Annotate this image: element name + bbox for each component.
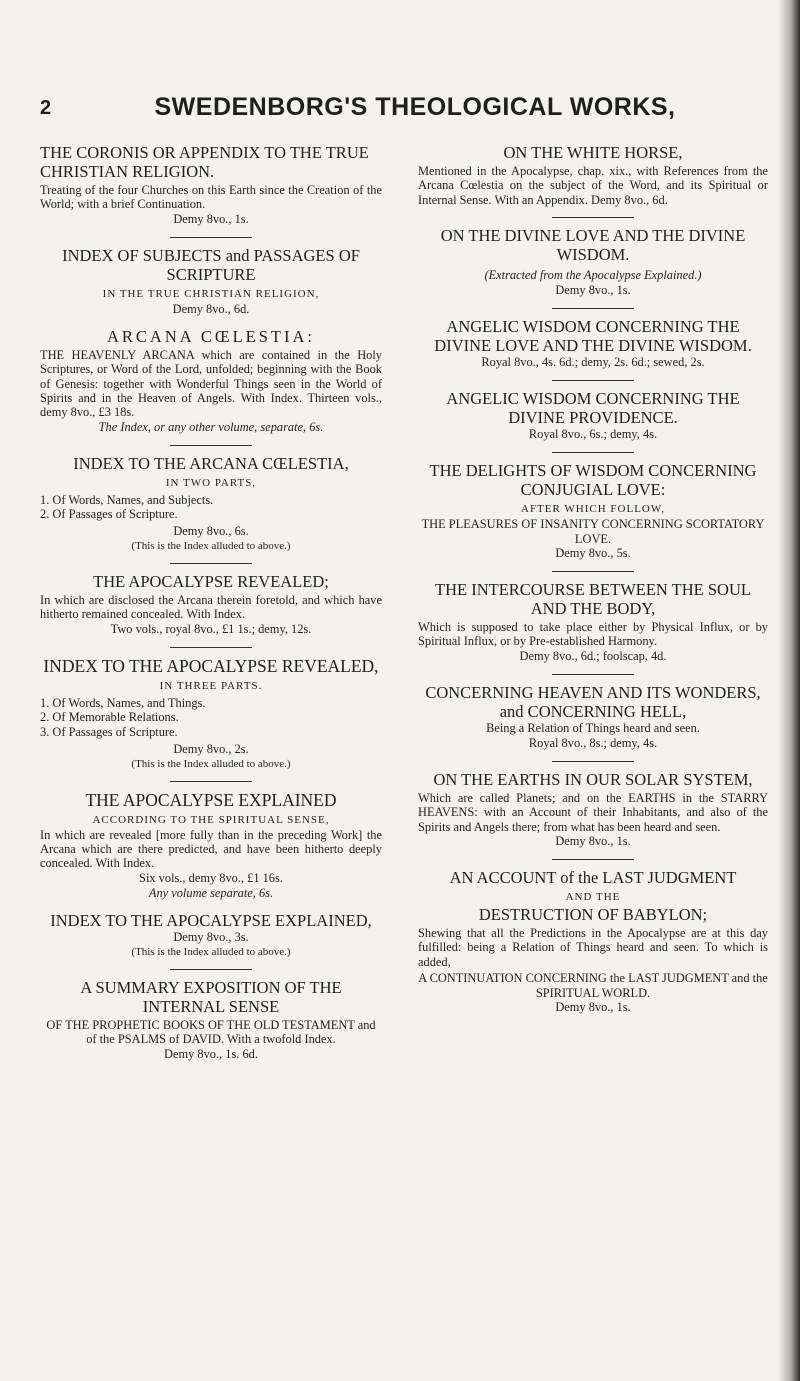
book-entry	[418, 868, 768, 1015]
book-extra: The Index, or any other volume, separate, 6s.	[98, 419, 324, 434]
book-price: Demy 8vo., 3s.	[173, 929, 249, 944]
book-description: In which are disclosed the Arcana therein foretold, and which have hitherto remained concealed. With Index.	[40, 593, 382, 622]
book-price: Demy 8vo., 1s.	[555, 834, 631, 849]
book-extra: Any volume separate, 6s.	[148, 885, 274, 900]
book-entry	[40, 572, 382, 637]
divider	[552, 674, 634, 675]
book-description: Which are called Planets; and on the EARTHS in the STARRY HEAVENS: with an Account of their Inhabitants, and also of the Spirits and Angels there; from what has been heard and seen.	[418, 790, 768, 834]
book-price: Demy 8vo., 6s.	[173, 524, 249, 539]
book-price: Royal 8vo., 6s.; demy, 4s.	[528, 427, 658, 442]
book-entry	[418, 461, 768, 561]
list-item: 1. Of Words, Names, and Subjects.	[40, 492, 214, 507]
book-description: OF THE PROPHETIC BOOKS OF THE OLD TESTAMENT and of the PSALMS of DAVID. With a twofold Index.	[46, 1017, 376, 1047]
divider	[552, 859, 634, 860]
book-title: ON THE WHITE HORSE,	[503, 143, 683, 162]
divider	[170, 647, 252, 648]
book-price: Demy 8vo., 1s. 6d.	[164, 1046, 258, 1061]
book-description-continued: A CONTINUATION CONCERNING the LAST JUDGMENT and the SPIRITUAL WORLD.	[418, 971, 768, 1000]
book-entry	[40, 246, 382, 317]
book-price: Royal 8vo., 8s.; demy, 4s.	[528, 735, 658, 750]
book-title: INDEX TO THE APOCALYPSE REVEALED,	[43, 655, 379, 676]
book-entry	[418, 226, 768, 298]
book-title: ANGELIC WISDOM CONCERNING THE DIVINE LOVE AND THE DIVINE WISDOM.	[434, 317, 752, 356]
book-title: ON THE EARTHS IN OUR SOLAR SYSTEM,	[433, 769, 753, 789]
book-description: Mentioned in the Apocalypse, chap. xix., with References from the Arcana Cœlestia on the subject of the Word, and its Spiritual or Internal Sense. With an Appendix. Demy 8vo., 6d.	[418, 164, 768, 207]
book-price: Demy 8vo., 2s.	[173, 741, 249, 756]
left-column	[40, 143, 382, 1072]
book-description: Which is supposed to take place either by Physical Influx, or by Spiritual Influx, or by Pre-established Harmony.	[418, 620, 768, 649]
book-title: ARCANA CŒLESTIA:	[107, 326, 315, 346]
book-entry	[40, 327, 382, 435]
book-note: (This is the Index alluded to above.)	[131, 945, 291, 958]
book-entry	[40, 656, 382, 771]
book-entry	[418, 580, 768, 664]
book-title: CONCERNING HEAVEN AND ITS WONDERS, and CONCERNING HELL,	[425, 682, 761, 721]
book-subtitle: IN TWO PARTS,	[165, 476, 257, 489]
list-item: 1. Of Words, Names, and Things.	[40, 695, 206, 710]
book-title: INDEX TO THE APOCALYPSE EXPLAINED,	[50, 910, 372, 930]
contents-list	[40, 696, 382, 740]
book-price: Demy 8vo., 6d.; foolscap, 4d.	[519, 648, 667, 663]
book-description: Being a Relation of Things heard and seen.	[486, 720, 700, 735]
divider	[552, 308, 634, 309]
divider	[170, 781, 252, 782]
right-column	[418, 143, 768, 1025]
book-title: THE APOCALYPSE EXPLAINED	[85, 789, 337, 810]
book-subtitle: AFTER WHICH FOLLOW,	[521, 503, 665, 516]
book-price: Demy 8vo., 1s.	[555, 283, 631, 298]
book-title: AN ACCOUNT of the LAST JUDGMENT	[449, 868, 737, 888]
book-price: Royal 8vo., 4s. 6d.; demy, 2s. 6d.; sewed, 2s.	[481, 355, 705, 370]
divider	[170, 445, 252, 446]
list-item: 3. Of Passages of Scripture.	[40, 725, 178, 740]
book-price: Two vols., royal 8vo., £1 1s.; demy, 12s.	[110, 621, 312, 636]
book-entry	[418, 143, 768, 207]
book-title: ANGELIC WISDOM CONCERNING THE DIVINE PROVIDENCE.	[446, 389, 740, 428]
book-price: Six vols., demy 8vo., £1 16s.	[139, 870, 283, 885]
book-entry	[40, 454, 382, 553]
book-title: THE DELIGHTS OF WISDOM CONCERNING CONJUGIAL LOVE:	[429, 461, 757, 500]
book-extra: (Extracted from the Apocalypse Explained.)	[484, 268, 702, 283]
contents-list	[40, 493, 382, 522]
book-description: Treating of the four Churches on this Earth since the Creation of the World; with a brief Continuation.	[40, 183, 382, 212]
running-title: SWEDENBORG'S THEOLOGICAL WORKS,	[154, 93, 676, 121]
divider	[552, 571, 634, 572]
book-entry	[40, 790, 382, 901]
book-description: THE PLEASURES OF INSANITY CONCERNING SCORTATORY LOVE.	[421, 517, 765, 546]
book-title: ON THE DIVINE LOVE AND THE DIVINE WISDOM.	[440, 226, 746, 265]
page-header	[40, 93, 760, 137]
book-entry	[418, 389, 768, 442]
book-price: Demy 8vo., 1s.	[173, 211, 249, 226]
page-number: 2	[40, 97, 52, 119]
book-subtitle: ACCORDING TO THE SPIRITUAL SENSE,	[92, 813, 330, 826]
divider	[552, 761, 634, 762]
book-subtitle: IN THE TRUE CHRISTIAN RELIGION,	[102, 287, 320, 300]
book-description: In which are revealed [more fully than in the preceding Work] the Arcana which are there predicted, and have been hitherto deeply concealed. With Index.	[40, 827, 382, 871]
book-title: THE CORONIS OR APPENDIX TO THE TRUE CHRISTIAN RELIGION.	[40, 143, 369, 181]
book-entry	[418, 770, 768, 849]
book-note: (This is the Index alluded to above.)	[131, 757, 291, 770]
divider	[170, 237, 252, 238]
book-price: Demy 8vo., 1s.	[555, 1000, 631, 1015]
book-title: THE INTERCOURSE BETWEEN THE SOUL AND THE BODY,	[435, 580, 751, 619]
divider	[170, 969, 252, 970]
book-title: A SUMMARY EXPOSITION OF THE INTERNAL SENSE	[80, 977, 342, 1016]
book-entry	[40, 911, 382, 959]
book-subtitle: IN THREE PARTS.	[159, 679, 263, 692]
book-subtitle: AND THE	[565, 891, 621, 904]
divider	[552, 380, 634, 381]
divider	[170, 563, 252, 564]
book-title: INDEX OF SUBJECTS and PASSAGES OF SCRIPTURE	[62, 245, 360, 284]
book-title-continued: DESTRUCTION OF BABYLON;	[478, 905, 708, 925]
book-entry	[418, 683, 768, 751]
divider	[552, 452, 634, 453]
book-title: THE APOCALYPSE REVEALED;	[93, 572, 329, 592]
list-item: 2. Of Passages of Scripture.	[40, 507, 178, 522]
book-entry	[40, 143, 382, 227]
divider	[552, 217, 634, 218]
book-price: Demy 8vo., 5s.	[555, 546, 631, 561]
book-entry	[40, 978, 382, 1062]
book-title: INDEX TO THE ARCANA CŒLESTIA,	[73, 453, 349, 473]
book-description: THE HEAVENLY ARCANA which are contained in the Holy Scriptures, or Word of the Lord, unfolded; beginning with the Book of Genesis: together with Wonderful Things seen in the World of Spirits and in the Heaven of Angels. With Index. Thirteen vols., demy 8vo., £3 18s.	[40, 347, 382, 420]
book-entry	[418, 317, 768, 370]
page-edge-shadow	[778, 0, 800, 1381]
book-description: Shewing that all the Predictions in the Apocalypse are at this day fulfilled: being a Relation of Things heard and seen. To which is added,	[418, 926, 768, 969]
list-item: 2. Of Memorable Relations.	[40, 710, 179, 725]
book-note: (This is the Index alluded to above.)	[131, 540, 291, 553]
book-price: Demy 8vo., 6d.	[172, 301, 250, 316]
